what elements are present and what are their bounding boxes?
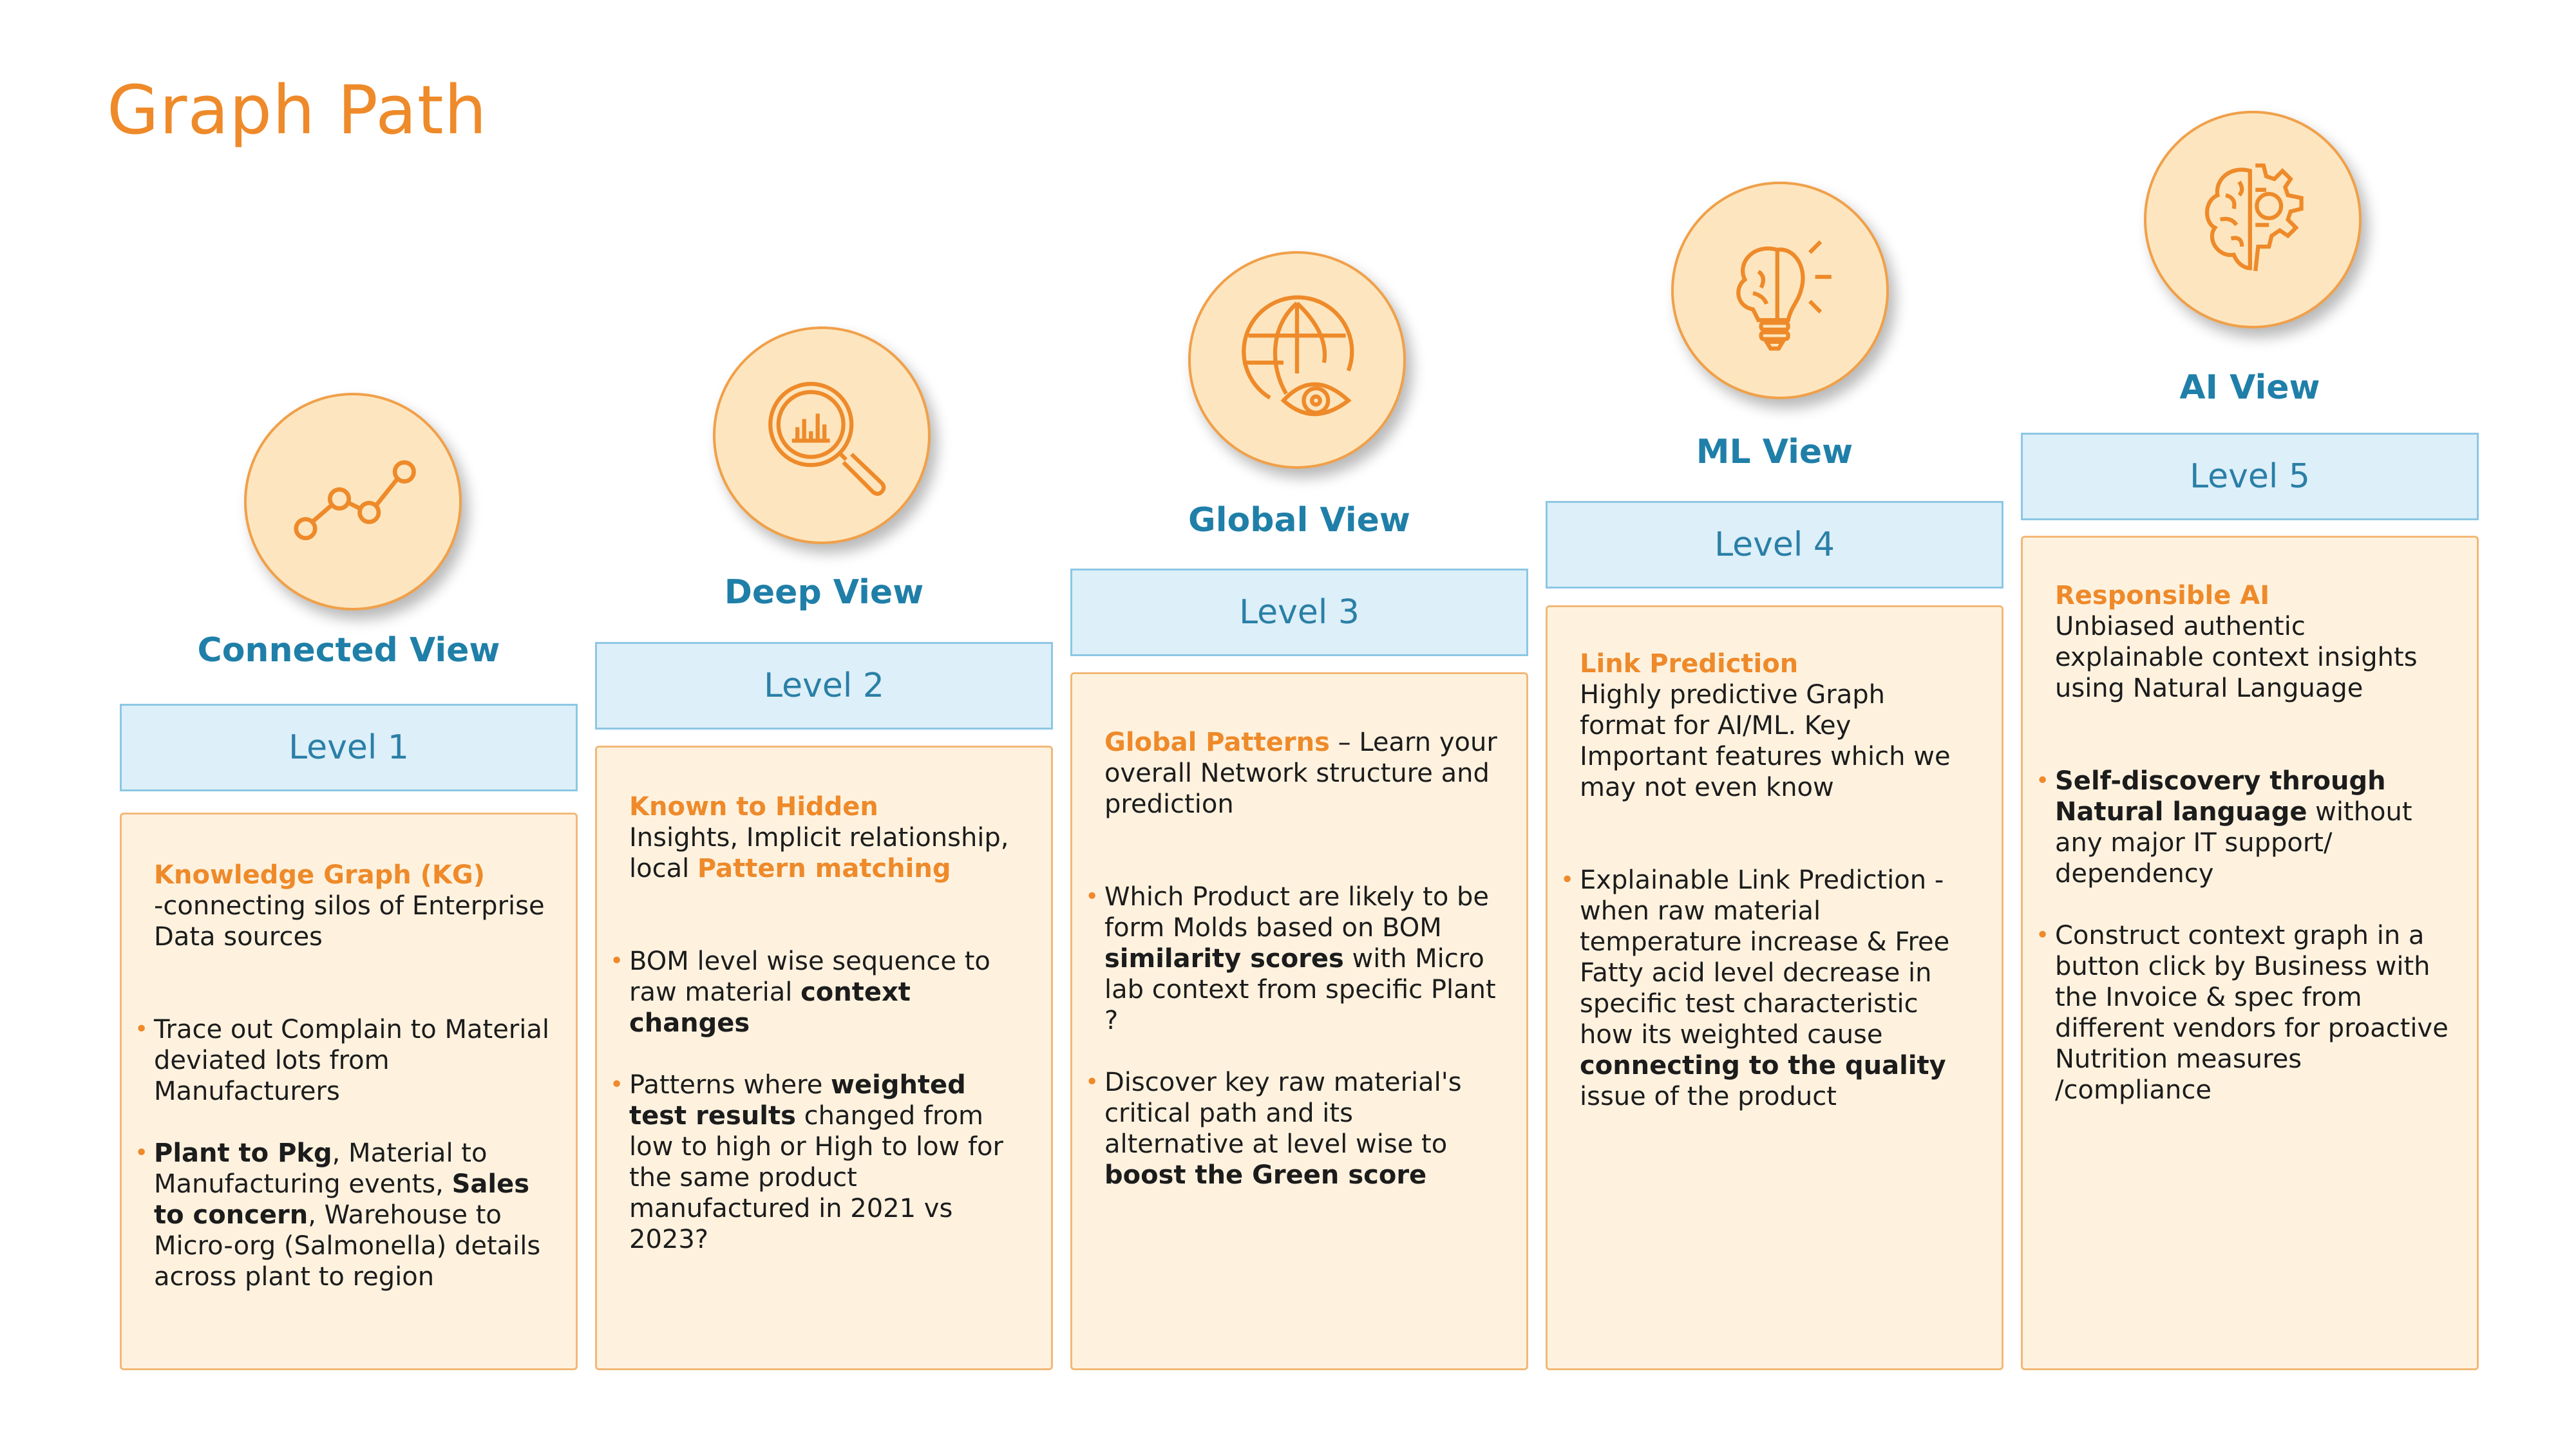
card-heading-text: Highly predictive Graph format for AI/ML. Key Important features which we may not even know — [1580, 680, 1951, 802]
list-item — [1104, 1067, 1501, 1191]
level-badge: Level 3 — [1070, 569, 1528, 656]
view-title: Connected View — [197, 631, 500, 670]
list-item — [2055, 766, 2451, 889]
view-title: Deep View — [724, 573, 924, 612]
list-item-bold: weighted test results — [629, 1070, 966, 1131]
level-badge: Level 2 — [595, 642, 1053, 730]
list-item-text: BOM level wise sequence to raw material — [629, 947, 990, 1007]
card-heading-paragraph — [154, 860, 550, 952]
list-item-text: , Material to Manufacturing events, — [154, 1138, 488, 1199]
list-item — [154, 1138, 550, 1292]
card-heading-paragraph — [1104, 727, 1501, 820]
list-item-text: , Warehouse to Micro-org (Salmonella) details across plant to region — [154, 1200, 541, 1292]
list-item-bold: boost the Green score — [1104, 1160, 1427, 1190]
card-heading: Known to Hidden — [629, 792, 878, 822]
list-item-text: Trace out Complain to Material deviated lots from Manufacturers — [154, 1015, 549, 1106]
content-card — [1546, 605, 2003, 1370]
list-item-text: changed from low to high or High to low for the same product manufactured in 2021 vs 2023? — [629, 1101, 1003, 1254]
ml-view-icon-circle — [1671, 182, 1889, 399]
content-card — [595, 746, 1053, 1370]
page-title: Graph Path — [107, 71, 488, 149]
list-item-text: Discover key raw material's critical path and its alternative at level wise to — [1104, 1068, 1462, 1159]
view-title: Global View — [1188, 501, 1410, 540]
list-item-bold: context changes — [629, 977, 911, 1038]
card-heading: Link Prediction — [1580, 649, 1799, 679]
deep-view-icon-circle — [713, 326, 931, 544]
list-item-text: Patterns where — [629, 1070, 831, 1100]
content-card — [120, 813, 578, 1370]
card-heading: Responsible AI — [2055, 581, 2270, 610]
level-badge: Level 5 — [2021, 433, 2479, 520]
card-heading-paragraph — [1580, 648, 1976, 803]
line-chart-icon — [285, 434, 421, 569]
list-item-text: Which Product are likely to be form Molds based on BOM — [1104, 882, 1490, 943]
list-item-bold: similarity scores — [1104, 944, 1344, 974]
list-item-bold: connecting to the quality — [1580, 1051, 1946, 1080]
list-item-text: issue of the product — [1580, 1082, 1837, 1111]
list-item — [154, 1014, 550, 1107]
global-view-icon-circle — [1188, 251, 1406, 469]
card-heading-paragraph — [629, 791, 1025, 884]
list-item-text: Construct context graph in a button click by Business with the Invoice & spec from different vendors for proactive Nutrition measures /compliance — [2055, 921, 2448, 1105]
list-item — [629, 1070, 1025, 1255]
card-heading: Global Patterns — [1104, 728, 1330, 757]
list-item-text: without any major IT support/ dependency — [2055, 797, 2412, 889]
card-heading-text: -connecting silos of Enterprise Data sources — [154, 891, 545, 952]
list-item-bold: Sales to concern — [154, 1169, 530, 1230]
view-title: AI View — [2179, 368, 2320, 407]
card-heading: Knowledge Graph (KG) — [154, 860, 486, 890]
card-heading-highlight: Pattern matching — [697, 854, 951, 883]
brain-gear-icon — [2185, 152, 2320, 287]
content-card — [2021, 536, 2479, 1370]
level-badge: Level 1 — [120, 704, 578, 791]
globe-eye-icon — [1229, 292, 1365, 428]
list-item-text: Explainable Link Prediction -when raw material temperature increase & Free Fatty acid level decrease in specific test characteristic how its weighted cause — [1580, 865, 1950, 1050]
list-item — [1104, 882, 1501, 1036]
card-heading-text: Unbiased authentic explainable context insights using Natural Language — [2055, 612, 2418, 703]
level-badge: Level 4 — [1546, 501, 2003, 589]
content-card — [1070, 672, 1528, 1370]
list-item-bold: Self-discovery through Natural language — [2055, 766, 2386, 827]
connected-view-icon-circle — [244, 393, 462, 610]
ai-view-icon-circle — [2144, 111, 2362, 328]
list-item — [2055, 920, 2451, 1106]
card-heading-paragraph — [2055, 580, 2451, 704]
list-item — [629, 946, 1025, 1039]
view-title: ML View — [1696, 433, 1853, 471]
brain-bulb-icon — [1712, 223, 1848, 358]
magnifier-chart-icon — [754, 368, 889, 503]
list-item-bold: Plant to Pkg — [154, 1138, 332, 1168]
list-item — [1580, 865, 1976, 1112]
card-heading-text: Insights, Implicit relationship, local — [629, 823, 1009, 883]
card-heading-text: – Learn your overall Network structure and prediction — [1104, 728, 1497, 819]
list-item-text: with Micro lab context from specific Plant ? — [1104, 944, 1496, 1035]
